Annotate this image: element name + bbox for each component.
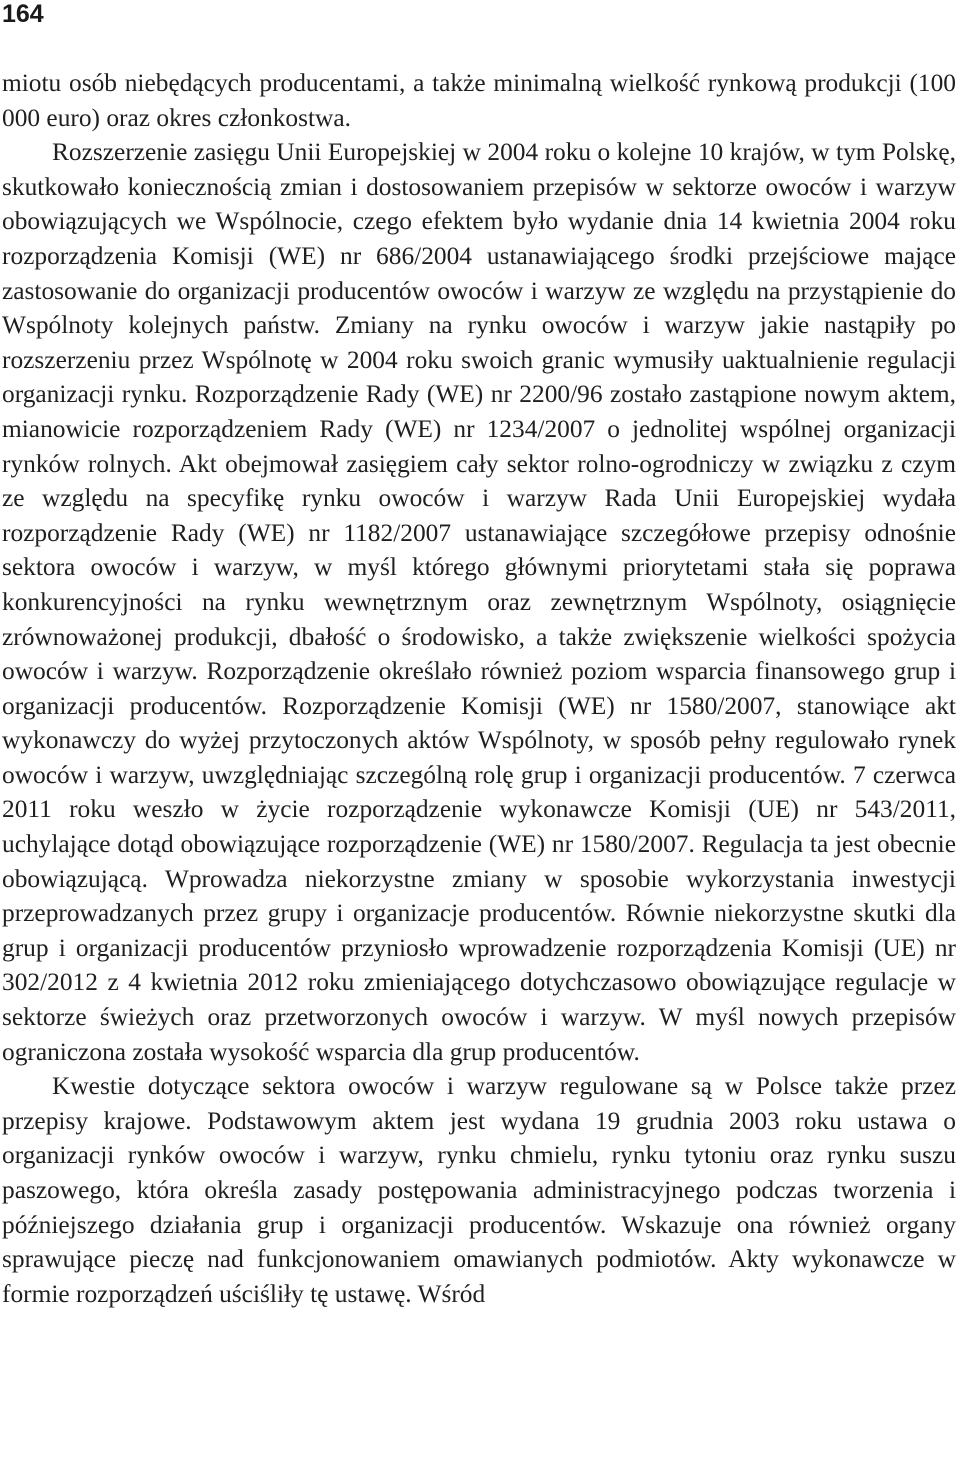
- paragraph: Kwestie dotyczące sektora owoców i warzyw regulowane są w Polsce także przez przepisy krajowe. Podstawowym aktem jest wydana 19 grudnia 2003 roku ustawa o organizacji rynków owoców i warzyw, rynku chmielu, rynku tytoniu oraz rynku suszu paszowego, która określa zasady postępowania administracyjnego podczas tworzenia i późniejszego działania grup i organizacji producentów. Wskazuje ona również organy sprawujące pieczę nad funkcjonowaniem omawianych podmiotów. Akty wykonawcze w formie rozporządzeń uściśliły tę ustawę. Wśród: [2, 1072, 956, 1308]
- body-text: [2, 66, 956, 1311]
- page-number: 164: [2, 0, 44, 28]
- paragraph: Rozszerzenie zasięgu Unii Europejskiej w 2004 roku o kolejne 10 krajów, w tym Polskę, skutkowało koniecznością zmian i dostosowaniem przepisów w sektorze owoców i warzyw obowiązujących we Wspólnocie, czego efektem było wydanie dnia 14 kwietnia 2004 roku rozporządzenia Komisji (WE) nr 686/2004 ustanawiającego środki przejściowe mające zastosowanie do organizacji producentów owoców i warzyw ze względu na przystąpienie do Wspólnoty kolejnych państw. Zmiany na rynku owoców i warzyw jakie nastąpiły po rozszerzeniu przez Wspólnotę w 2004 roku swoich granic wymusiły uaktualnienie regulacji organizacji rynku. Rozporządzenie Rady (WE) nr 2200/96 zostało zastąpione nowym aktem, mianowicie rozporządzeniem Rady (WE) nr 1234/2007 o jednolitej wspólnej organizacji rynków rolnych. Akt obejmował zasięgiem cały sektor rolno-ogrodniczy w związku z czym ze względu na specyfikę rynku owoców i warzyw Rada Unii Europejskiej wydała rozporządzenie Rady (WE) nr 1182/2007 ustanawiające szczegółowe przepisy odnośnie sektora owoców i warzyw, w myśl którego głównymi priorytetami stała się poprawa konkurencyjności na rynku wewnętrznym oraz zewnętrznym Wspólnoty, osiągnięcie zrównoważonej produkcji, dbałość o środowisko, a także zwiększenie wielkości spożycia owoców i warzyw. Rozporządzenie określało również poziom wsparcia finansowego grup i organizacji producentów. Rozporządzenie Komisji (WE) nr 1580/2007, stanowiące akt wykonawczy do wyżej przytoczonych aktów Wspólnoty, w sposób pełny regulowało rynek owoców i warzyw, uwzględniając szczególną rolę grup i organizacji producentów. 7 czerwca 2011 roku weszło w życie rozporządzenie wykonawcze Komisji (UE) nr 543/2011, uchylające dotąd obowiązujące rozporządzenie (WE) nr 1580/2007. Regulacja ta jest obecnie obowiązującą. Wprowadza niekorzystne zmiany w sposobie wykorzystania inwestycji przeprowadzanych przez grupy i organizacje producentów. Równie niekorzystne skutki dla grup i organizacji producentów przyniosło wprowadzenie rozporządzenia Komisji (UE) nr 302/2012 z 4 kwietnia 2012 roku zmieniającego dotychczasowo obowiązujące regulacje w sektorze świeżych oraz przetworzonych owoców i warzyw. W myśl nowych przepisów ograniczona została wysokość wsparcia dla grup producentów.: [2, 138, 956, 1066]
- paragraph: miotu osób niebędących producentami, a także minimalną wielkość rynkową produkcji (100 000 euro) oraz okres członkostwa.: [2, 69, 956, 132]
